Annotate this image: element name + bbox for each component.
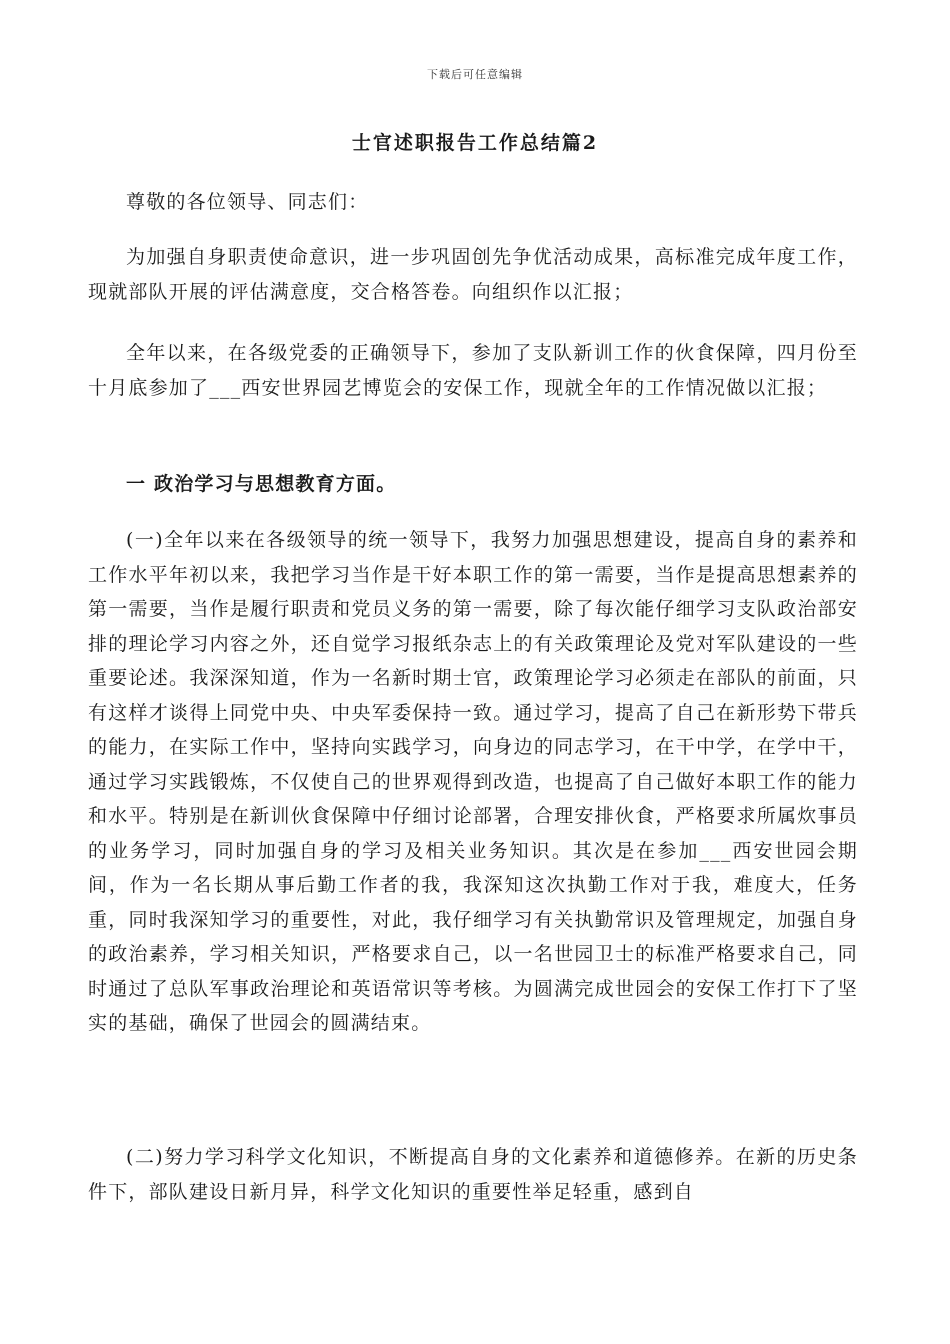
paragraph-intro: 为加强自身职责使命意识，进一步巩固创先争优活动成果，高标准完成年度工作，现就部队开展的评估满意度，交合格答卷。向组织作以汇报； xyxy=(88,246,858,303)
document-title: 士官述职报告工作总结篇2 xyxy=(351,132,599,154)
paragraph-overview: 全年以来，在各级党委的正确领导下，参加了支队新训工作的伙食保障，四月份至十月底参加了___西安世界园艺博览会的安保工作，现就全年的工作情况做以汇报； xyxy=(88,342,858,399)
paragraph-political-study-2: (二)努力学习科学文化知识，不断提高自身的文化素养和道德修养。在新的历史条件下，部队建设日新月异，科学文化知识的重要性举足轻重，感到自 xyxy=(88,1146,858,1203)
header-note: 下载后可任意编辑 xyxy=(427,68,523,81)
salutation: 尊敬的各位领导、同志们： xyxy=(126,191,369,213)
section-heading-political-study: 一 政治学习与思想教育方面。 xyxy=(126,473,397,495)
paragraph-political-study-1: (一)全年以来在各级领导的统一领导下，我努力加强思想建设，提高自身的素养和工作水平年初以来，我把学习当作是干好本职工作的第一需要，当作是提高思想素养的第一需要，当作是履行职责和党员义务的第一需要，除了每次能仔细学习支队政治部安排的理论学习内容之外，还自觉学习报纸杂志上的有关政策理论及党对军队建设的一些重要论述。我深深知道，作为一名新时期士官，政策理论学习必须走在部队的前面，只有这样才谈得上同党中央、中央军委保持一致。通过学习，提高了自己在新形势下带兵的能力，在实际工作中，坚持向实践学习，向身边的同志学习，在干中学，在学中干，通过学习实践锻炼，不仅使自己的世界观得到改造，也提高了自己做好本职工作的能力和水平。特别是在新训伙食保障中仔细讨论部署，合理安排伙食，严格要求所属炊事员的业务学习，同时加强自身的学习及相关业务知识。其次是在参加___西安世园会期间，作为一名长期从事后勤工作者的我，我深知这次执勤工作对于我，难度大，任务重，同时我深知学习的重要性，对此，我仔细学习有关执勤常识及管理规定，加强自身的政治素养，学习相关知识，严格要求自己，以一名世园卫士的标准严格要求自己，同时通过了总队军事政治理论和英语常识等考核。为圆满完成世园会的安保工作打下了坚实的基础，确保了世园会的圆满结束。 xyxy=(88,529,858,1034)
